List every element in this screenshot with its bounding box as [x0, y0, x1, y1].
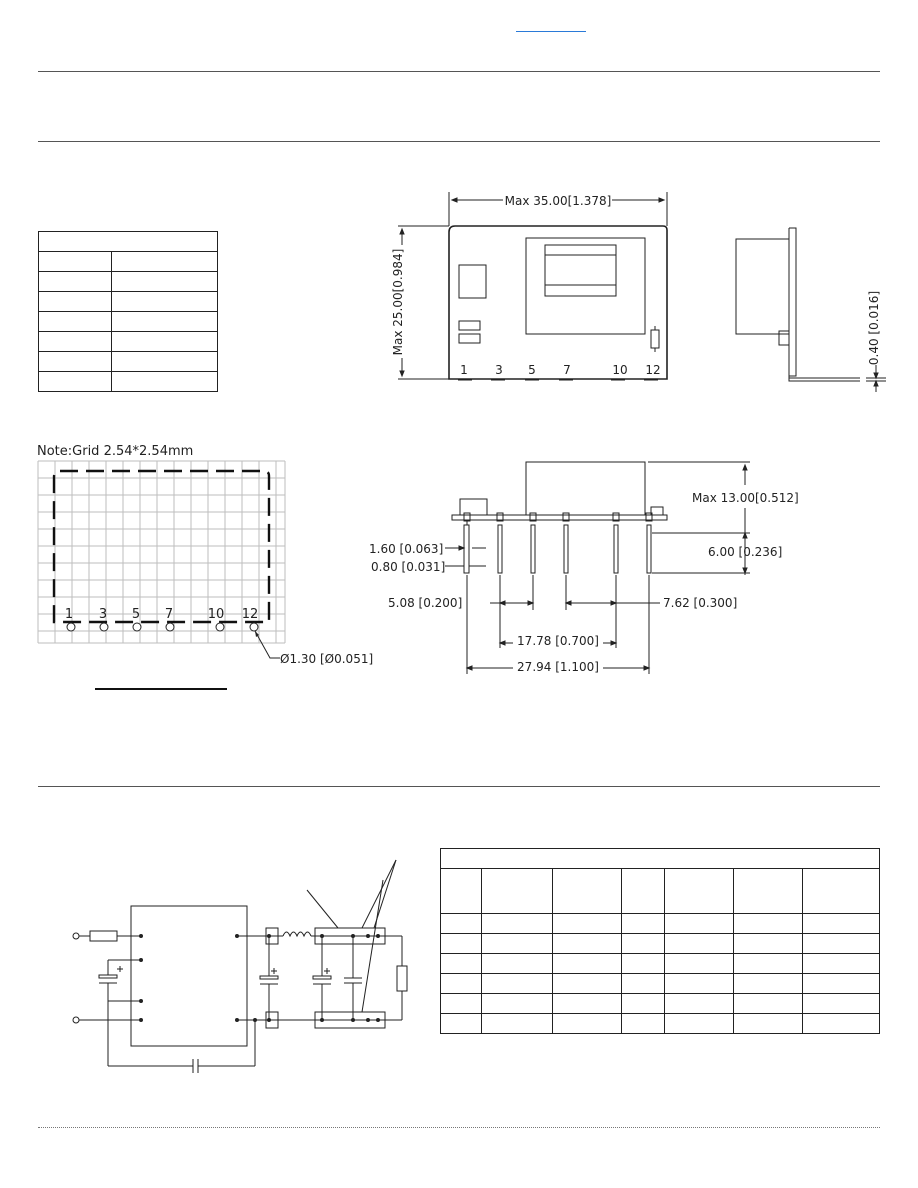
pin-view-height-label: Max 13.00[0.512] [692, 491, 799, 505]
side-thickness-label: 0.40 [0.016] [867, 290, 881, 366]
table-row [441, 954, 880, 974]
footprint-pin-label: 5 [131, 607, 141, 622]
divider-mechanical [38, 141, 880, 142]
front-pin-label: 5 [528, 363, 536, 377]
table-row [441, 974, 880, 994]
footprint-pin-label: 1 [64, 607, 74, 622]
table-row [39, 292, 218, 312]
footprint-pin-label: 10 [207, 607, 225, 622]
table-row [441, 994, 880, 1014]
pin-width-label: 1.60 [0.063] [369, 542, 444, 556]
footprint-pin-label: 7 [164, 607, 174, 622]
pitch-a-label: 5.08 [0.200] [388, 596, 463, 610]
front-pin-label: 7 [563, 363, 571, 377]
pin-table-header [39, 232, 218, 252]
application-circuit-drawing [60, 855, 420, 1085]
footprint-pin-label: 12 [241, 607, 259, 622]
external-table-header [441, 849, 880, 869]
footprint-drawing [36, 440, 376, 672]
table-row [39, 312, 218, 332]
pin-connection-table [38, 231, 218, 392]
table-row [39, 372, 218, 392]
table-row [39, 272, 218, 292]
footprint-grid-note: Note:Grid 2.54*2.54mm [37, 444, 194, 459]
table-row [39, 252, 218, 272]
pin-view-drawing [365, 455, 805, 680]
external-component-table [440, 848, 880, 1034]
footprint-pin-label: 3 [98, 607, 108, 622]
footer-divider [38, 1127, 880, 1128]
pitch-b-label: 7.62 [0.300] [663, 596, 738, 610]
front-pin-label: 10 [612, 363, 628, 377]
footprint-hole-label: Ø1.30 [Ø0.051] [280, 652, 374, 666]
pin-length-label: 6.00 [0.236] [708, 545, 783, 559]
front-height-label: Max 25.00[0.984] [391, 248, 405, 356]
side-view-drawing [725, 220, 890, 398]
front-pin-label: 3 [495, 363, 503, 377]
table-row [441, 1014, 880, 1034]
front-view-drawing [385, 185, 675, 395]
span-b-label: 27.94 [1.100] [517, 660, 599, 674]
divider-top [38, 71, 880, 72]
table-row [39, 352, 218, 372]
front-pin-label: 1 [460, 363, 468, 377]
table-row [39, 332, 218, 352]
header-link[interactable] [516, 31, 586, 32]
footprint-caption-underline [95, 688, 227, 690]
pin-thickness-label: 0.80 [0.031] [371, 560, 446, 574]
front-width-label: Max 35.00[1.378] [504, 194, 612, 208]
table-row [441, 914, 880, 934]
front-pin-label: 12 [645, 363, 661, 377]
table-row [441, 934, 880, 954]
span-a-label: 17.78 [0.700] [517, 634, 599, 648]
divider-application [38, 786, 880, 787]
